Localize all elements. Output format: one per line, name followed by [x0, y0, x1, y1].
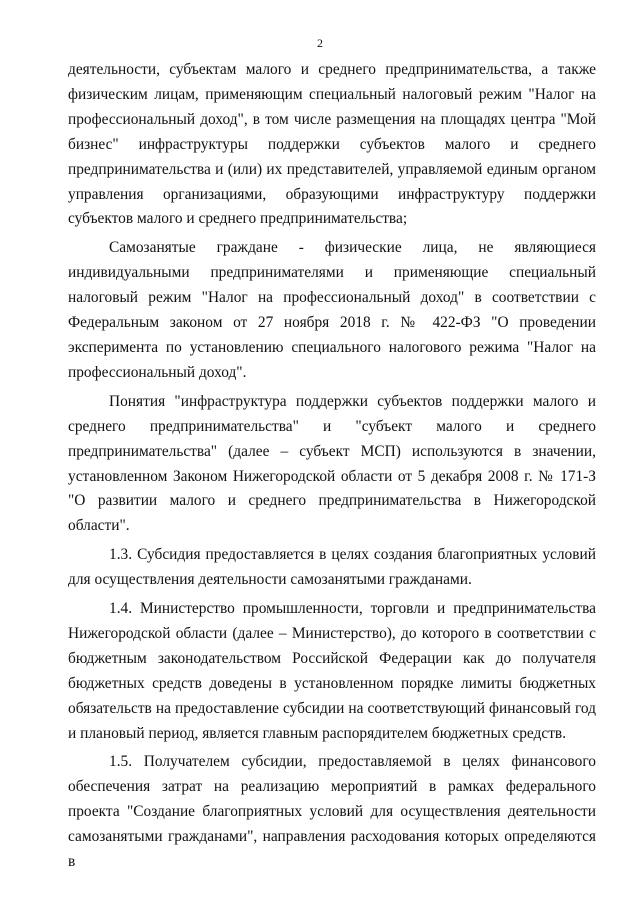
paragraph-1-4: 1.4. Министерство промышленности, торговли и предпринимательства Нижегородской области (далее – Министерство), до которого в соответствии с бюджетным законодательством Российской Федерации как до получателя бюджетных средств доведены в установленном порядке лимиты бюджетных обязательств на предоставление субсидии на соответствующий финансовый год и плановый период, является главным распорядителем бюджетных средств. — [68, 600, 596, 742]
page-number: 2 — [317, 36, 323, 50]
paragraph-self-employed-definition: Самозанятые граждане - физические лица, не являющиеся индивидуальными предпринимателями и применяющие специальный налоговый режим "Налог на профессиональный доход" в соответствии с Федеральным законом от 27 ноября 2018 г. № 422-ФЗ "О проведении эксперимента по установлению специального налогового режима "Налог на профессиональный доход". — [68, 239, 596, 381]
paragraph-1-3: 1.3. Субсидия предоставляется в целях создания благоприятных условий для осуществления деятельности самозанятыми гражданами. — [68, 546, 596, 589]
document-body — [68, 58, 596, 879]
paragraph-1-5: 1.5. Получателем субсидии, предоставляемой в целях финансового обеспечения затрат на реализацию мероприятий в рамках федерального проекта "Создание благоприятных условий для осуществления деятельности самозанятыми гражданами", направления расходования которых определяются в — [68, 753, 596, 871]
paragraph-terms: Понятия "инфраструктура поддержки субъектов поддержки малого и среднего предпринимательства" и "субъект малого и среднего предпринимательства" (далее – субъект МСП) используются в значении, установленном Законом Нижегородской области от 5 декабря 2008 г. № 171-З "О развитии малого и среднего предпринимательства в Нижегородской области". — [68, 392, 596, 535]
paragraph-continuation: деятельности, субъектам малого и среднего предпринимательства, а также физическим лицам, применяющим специальный налоговый режим "Налог на профессиональный доход", в том числе размещения на площадях центра "Мой бизнес" инфраструктуры поддержки субъектов малого и среднего предпринимательства и (или) их представителей, управляемой единым органом управления организациями, образующими инфраструктуру поддержки субъектов малого и среднего предпринимательства; — [68, 61, 596, 228]
